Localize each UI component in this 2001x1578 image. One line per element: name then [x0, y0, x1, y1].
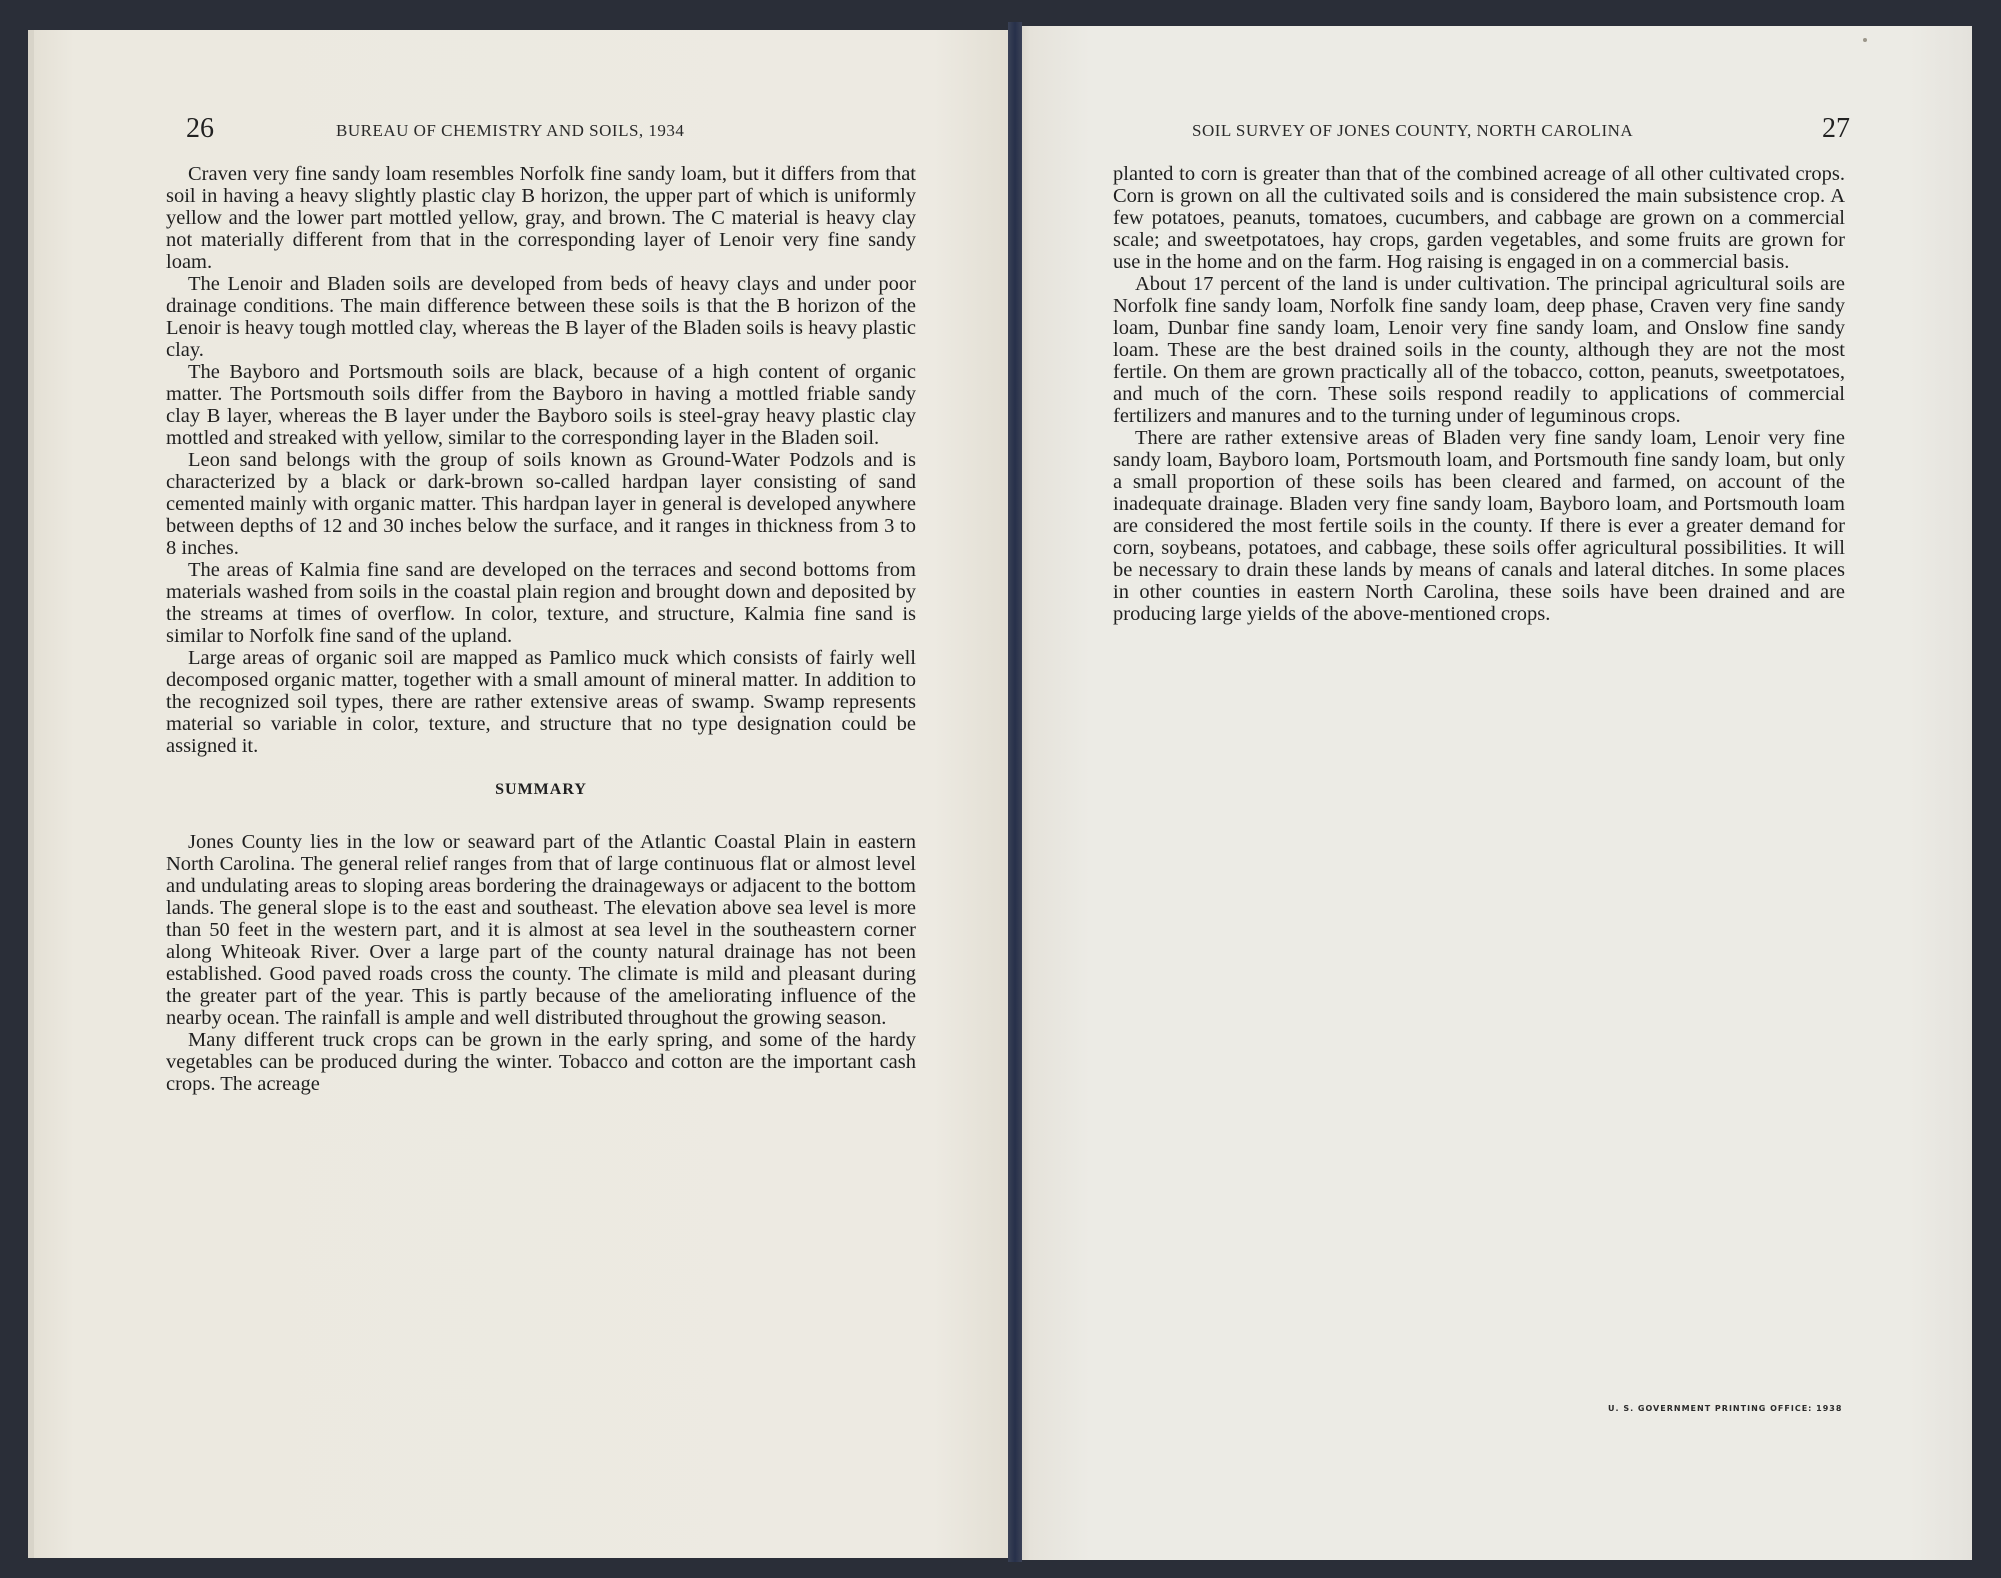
book-spine	[1008, 22, 1022, 1562]
left-page-body	[166, 163, 916, 1095]
summary-heading: SUMMARY	[495, 781, 587, 798]
printer-imprint: U. S. GOVERNMENT PRINTING OFFICE: 1938	[1608, 1404, 1843, 1413]
right-page-body	[1113, 163, 1845, 625]
paragraph: Jones County lies in the low or seaward part of the Atlantic Coastal Plain in eastern North Carolina. The general relief ranges from that of large continuous flat or almost level and undulating areas to sloping areas bordering the drainageways or adjacent to the bottom lands. The general slope is to the east and southeast. The elevation above sea level is more than 50 feet in the western part, and it is almost at sea level in the southeastern corner along Whiteoak River. Over a large part of the county natural drainage has not been established. Good paved roads cross the county. The climate is mild and pleasant during the greater part of the year. This is partly because of the ameliorating influence of the nearby ocean. The rainfall is ample and well distributed throughout the growing season.	[166, 831, 916, 1029]
paper-fleck	[1863, 38, 1867, 42]
left-running-head: BUREAU OF CHEMISTRY AND SOILS, 1934	[336, 121, 685, 140]
paragraph: There are rather extensive areas of Bladen very fine sandy loam, Lenoir very fine sandy loam, Bayboro loam, Portsmouth loam, and Portsmouth fine sandy loam, but only a small proportion of these soils has been cleared and farmed, on account of the inadequate drainage. Bladen very fine sandy loam, Bayboro loam, and Portsmouth loam are considered the most fertile soils in the county. If there is ever a greater demand for corn, soybeans, potatoes, and cabbage, these soils offer agricultural possibilities. It will be necessary to drain these lands by means of canals and lateral ditches. In some places in other counties in eastern North Carolina, these soils have been drained and are producing large yields of the above-mentioned crops.	[1113, 427, 1845, 625]
paragraph: The Lenoir and Bladen soils are developed from beds of heavy clays and under poor drainage conditions. The main difference between these soils is that the B horizon of the Lenoir is heavy tough mottled clay, whereas the B layer of the Bladen soils is heavy plastic clay.	[166, 273, 916, 361]
right-running-head: SOIL SURVEY OF JONES COUNTY, NORTH CAROLINA	[1192, 121, 1634, 140]
paragraph: Craven very fine sandy loam resembles Norfolk fine sandy loam, but it differs from that soil in having a heavy slightly plastic clay B horizon, the upper part of which is uniformly yellow and the lower part mottled yellow, gray, and brown. The C material is heavy clay not materially different from that in the corresponding layer of Lenoir very fine sandy loam.	[166, 163, 916, 273]
paragraph: Many different truck crops can be grown in the early spring, and some of the hardy vegetables can be produced during the winter. Tobacco and cotton are the important cash crops. The acreage	[166, 1029, 916, 1095]
paragraph: About 17 percent of the land is under cultivation. The principal agricultural soils are Norfolk fine sandy loam, Norfolk fine sandy loam, deep phase, Craven very fine sandy loam, Dunbar fine sandy loam, Lenoir very fine sandy loam, and Onslow fine sandy loam. These are the best drained soils in the county, although they are not the most fertile. On them are grown practically all of the tobacco, cotton, peanuts, sweetpotatoes, and much of the corn. These soils respond readily to applications of commercial fertilizers and manures and to the turning under of leguminous crops.	[1113, 273, 1845, 427]
paragraph: The Bayboro and Portsmouth soils are black, because of a high content of organic matter. The Portsmouth soils differ from the Bayboro in having a mottled friable sandy clay B layer, whereas the B layer under the Bayboro soils is steel-gray heavy plastic clay mottled and streaked with yellow, similar to the corresponding layer in the Bladen soil.	[166, 361, 916, 449]
right-page-number: 27	[1822, 113, 1850, 144]
paragraph: Leon sand belongs with the group of soils known as Ground-Water Podzols and is characterized by a black or dark-brown so-called hardpan layer consisting of sand cemented mainly with organic matter. This hardpan layer in general is developed anywhere between depths of 12 and 30 inches below the surface, and it ranges in thickness from 3 to 8 inches.	[166, 449, 916, 559]
paragraph: The areas of Kalmia fine sand are developed on the terraces and second bottoms from materials washed from soils in the coastal plain region and brought down and deposited by the streams at times of overflow. In color, texture, and structure, Kalmia fine sand is similar to Norfolk fine sand of the upland.	[166, 559, 916, 647]
paragraph: Large areas of organic soil are mapped as Pamlico muck which consists of fairly well decomposed organic matter, together with a small amount of mineral matter. In addition to the recognized soil types, there are rather extensive areas of swamp. Swamp represents material so variable in color, texture, and structure that no type designation could be assigned it.	[166, 647, 916, 757]
left-page-number: 26	[186, 113, 214, 144]
paragraph-continuation: planted to corn is greater than that of the combined acreage of all other cultivated crops. Corn is grown on all the cultivated soils and is considered the main subsistence crop. A few potatoes, peanuts, tomatoes, cucumbers, and cabbage are grown on a commercial scale; and sweetpotatoes, hay crops, garden vegetables, and some fruits are grown for use in the home and on the farm. Hog raising is engaged in on a commercial basis.	[1113, 163, 1845, 273]
